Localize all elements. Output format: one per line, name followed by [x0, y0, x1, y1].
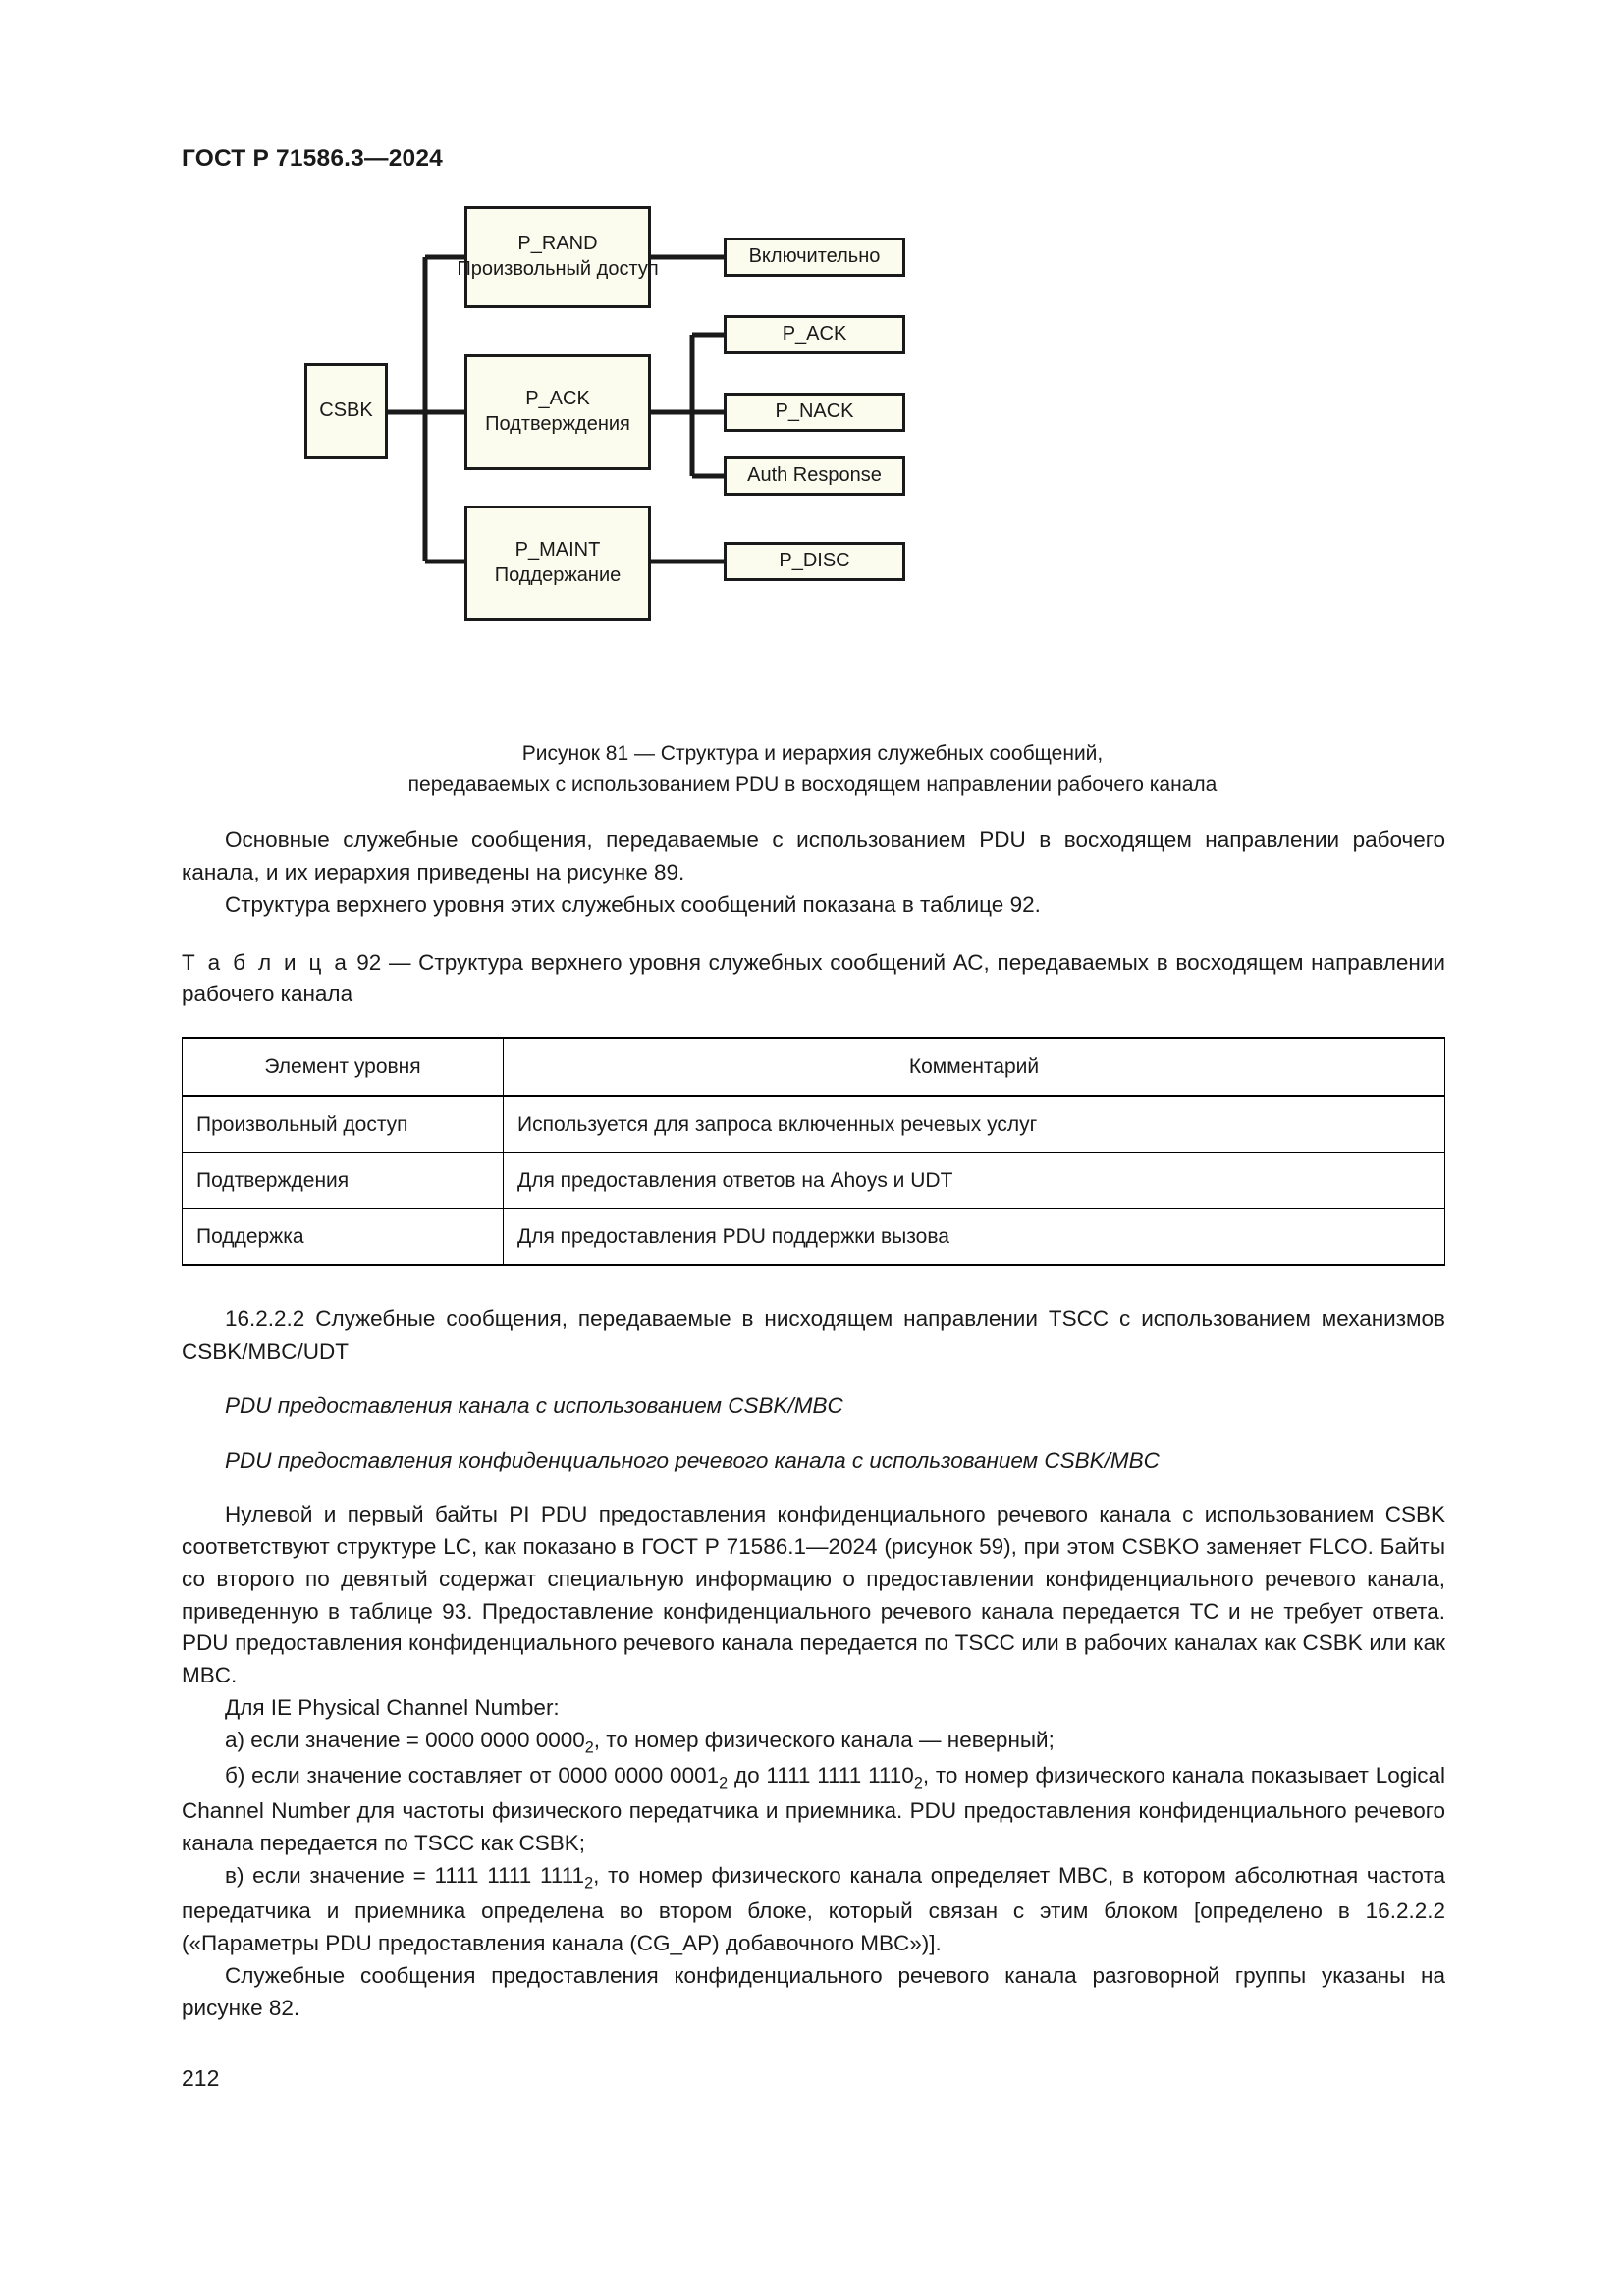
list-item-a-subscript: 2 — [584, 1738, 594, 1757]
table-header-element-level: Элемент уровня — [183, 1038, 504, 1096]
paragraph-6: Служебные сообщения предоставления конфиденциального речевого канала разговорной группы указаны на рисунке 82. — [182, 1962, 1445, 2020]
figure-caption-line-1: Рисунок 81 — Структура и иерархия служебных сообщений, — [521, 742, 1104, 765]
figure-caption-line-2: передаваемых с использованием PDU в восходящем направлении рабочего канала — [407, 773, 1218, 796]
figure-node-p-rand — [457, 206, 659, 308]
figure-caption — [182, 738, 1443, 801]
figure-node-leaf-p-nack-title: P_NACK — [775, 400, 854, 423]
list-item-a-post: , то номер физического канала — неверный; — [593, 1728, 1055, 1752]
figure-node-leaf-auth-response — [724, 456, 905, 496]
list-item-a-pre: а) если значение = 0000 0000 0000 — [225, 1728, 585, 1752]
table-cell-level-3: Поддержка — [183, 1209, 504, 1266]
figure-node-leaf-p-ack-title: P_ACK — [782, 323, 847, 346]
figure-node-p-ack-title: P_ACK — [525, 388, 590, 410]
table-cell-comment-3: Для предоставления PDU поддержки вызова — [504, 1209, 1445, 1266]
list-item-v-subscript: 2 — [584, 1874, 594, 1893]
table-92-title-label: Т а б л и ц а — [182, 949, 350, 975]
table-cell-comment-1: Используется для запроса включенных речевых услуг — [504, 1096, 1445, 1153]
list-item-a — [182, 1725, 1445, 1760]
paragraph-1: Основные служебные сообщения, передаваемые с использованием PDU в восходящем направлении рабочего канала, и их иерархия приведены на рисунке 89. — [182, 828, 1445, 884]
figure-81 — [182, 211, 1443, 726]
figure-node-p-maint-subtitle: Поддержание — [494, 564, 622, 586]
figure-node-p-ack-subtitle: Подтверждения — [485, 413, 630, 435]
table-cell-level-1: Произвольный доступ — [183, 1096, 504, 1153]
list-item-b-mid: до 1111 1111 1110 — [728, 1763, 914, 1789]
figure-node-leaf-p-ack — [724, 315, 905, 354]
table-92-title-rest: 92 — Структура верхнего уровня служебных сообщений АС, передаваемых в восходящем направлении рабочего канала — [182, 949, 1445, 1007]
list-item-b-subscript-1: 2 — [719, 1774, 729, 1792]
list-item-b — [182, 1760, 1445, 1860]
paragraph-2: Структура верхнего уровня этих служебных сообщений показана в таблице 92. — [225, 891, 1041, 917]
figure-node-p-maint — [464, 506, 651, 621]
figure-node-p-maint-title: P_MAINT — [514, 539, 601, 561]
figure-node-leaf-auth-response-title: Auth Response — [747, 464, 882, 487]
figure-node-leaf-p-nack — [724, 393, 905, 432]
table-row — [183, 1096, 1445, 1153]
list-item-v-pre: в) если значение = 1111 1111 1111 — [225, 1863, 585, 1888]
table-header-row — [183, 1038, 1445, 1096]
figure-node-p-rand-subtitle: Произвольный доступ — [457, 258, 659, 280]
table-row — [183, 1153, 1445, 1209]
paragraph-4: Нулевой и первый байты PI PDU предоставления конфиденциального речевого канала с использованием CSBK соответствуют структуре LC, как показано в ГОСТ Р 71586.1—2024 (рисунок 59), при этом CSBKO заменяет FLCO. Байты со второго по девятый содержат специальную информацию о предоставлении конфиденциального речевого канала, приведенную в таблице 93. Предоставление конфиденциального речевого канала передается ТС и не требует ответа. PDU предоставления конфиденциального речевого канала передается по TSCC или в рабочих каналах как CSBK или как MBC. — [182, 1502, 1445, 1688]
list-item-b-subscript-2: 2 — [913, 1774, 923, 1792]
table-cell-level-2: Подтверждения — [183, 1153, 504, 1209]
table-92 — [182, 1037, 1445, 1266]
page-number: 212 — [182, 2065, 220, 2091]
figure-node-csbk-title: CSBK — [319, 400, 373, 422]
body-text — [182, 825, 1445, 2025]
figure-node-p-ack — [464, 354, 651, 470]
figure-node-leaf-p-disc — [724, 542, 905, 581]
paragraph-3: 16.2.2.2 Служебные сообщения, передаваемые в нисходящем направлении TSCC с использованием механизмов CSBK/MBC/UDT — [182, 1307, 1445, 1364]
paragraph-5: Для IE Physical Channel Number: — [225, 1695, 560, 1721]
table-92-title — [182, 947, 1445, 1012]
list-item-b-pre: б) если значение составляет от 0000 0000 0001 — [225, 1763, 720, 1789]
figure-node-csbk — [304, 363, 388, 459]
figure-node-inclusive-title: Включительно — [748, 245, 881, 268]
figure-node-leaf-p-disc-title: P_DISC — [779, 550, 850, 572]
table-row — [183, 1209, 1445, 1266]
italic-heading-1: PDU предоставления канала с использованием CSBK/MBC — [225, 1393, 843, 1418]
table-header-comment: Комментарий — [504, 1038, 1445, 1096]
list-item-v-post: , то номер физического канала определяет MBC, в котором абсолютная частота передатчика и приемника определена во втором блоке, который связан с этим блоком [определено в 16.2.2.2 («Параметры PDU предоставления канала (CG_AP) добавочного MBC»)]. — [182, 1863, 1445, 1955]
figure-node-p-rand-title: P_RAND — [517, 233, 598, 255]
running-head: ГОСТ Р 71586.3—2024 — [182, 145, 443, 172]
italic-heading-2: PDU предоставления конфиденциального речевого канала с использованием CSBK/MBC — [225, 1447, 1160, 1472]
list-item-v — [182, 1860, 1445, 1960]
table-cell-comment-2: Для предоставления ответов на Ahoys и UDT — [504, 1153, 1445, 1209]
figure-node-inclusive — [724, 238, 905, 277]
list-item-b-post: , то номер физического канала показывает Logical Channel Number для частоты физического передатчика и приемника. PDU предоставления конфиденциального речевого канала передается по TSCC как CSBK; — [182, 1763, 1445, 1856]
